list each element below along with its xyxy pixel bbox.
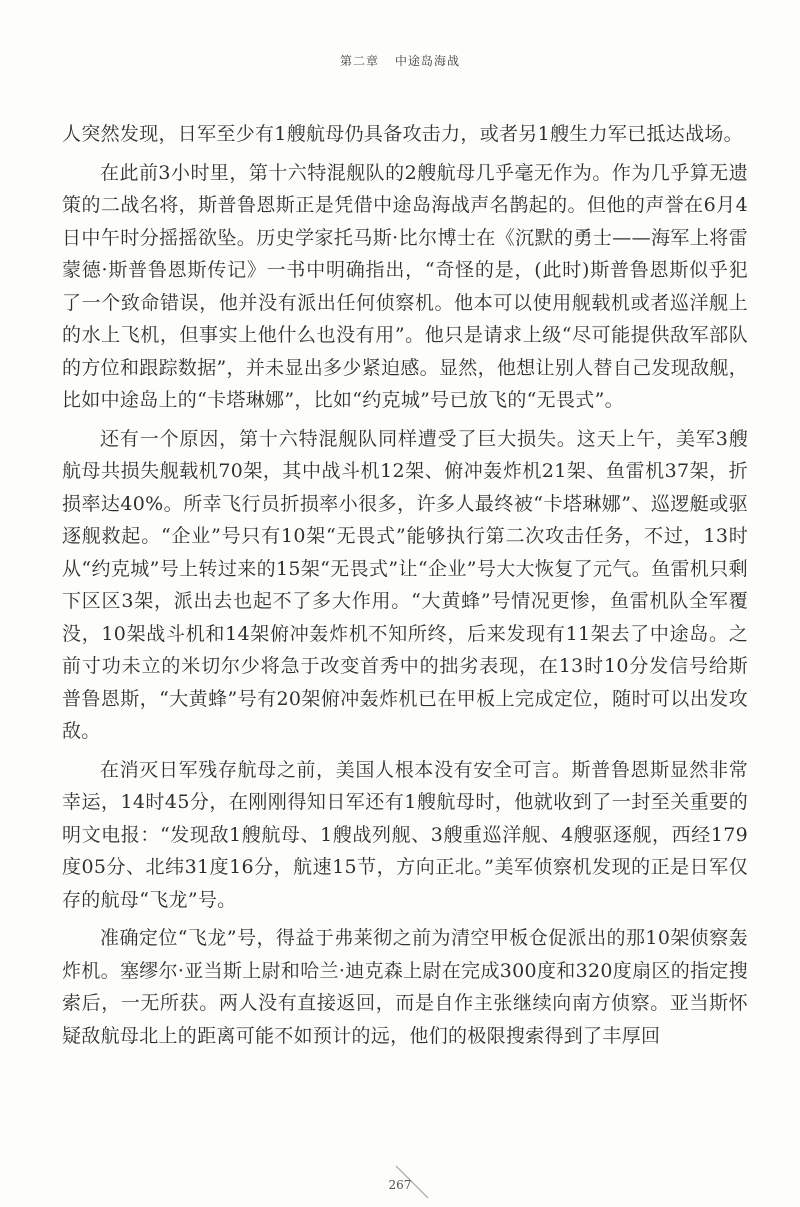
chapter-title: 中途岛海战 (395, 54, 461, 68)
paragraph-4: 在消灭日军残存航母之前，美国人根本没有安全可言。斯普鲁恩斯显然非常幸运，14时45分，在刚刚得知日军还有1艘航母时，他就收到了一封至关重要的明文电报：“发现敌1艘航母、1艘战列舰、3艘重巡洋舰、4艘驱逐舰，西经179度05分、北纬31度16分，航速15节，方向正北。”美军侦察机发现的正是日军仅存的航母“飞龙”号。 (62, 758, 748, 911)
chapter-label: 第二章 (339, 54, 379, 68)
paragraph-5: 准确定位“飞龙”号，得益于弗莱彻之前为清空甲板仓促派出的那10架侦察轰炸机。塞缪尔·亚当斯上尉和哈兰·迪克森上尉在完成300度和320度扇区的指定搜索后，一无所获。两人没有直接返回，而是自作主张继续向南方侦察。亚当斯怀疑敌航母北上的距离可能不如预计的远，他们的极限搜索得到了丰厚回 (62, 927, 748, 1047)
paragraph-2: 在此前3小时里，第十六特混舰队的2艘航母几乎毫无作为。作为几乎算无遗策的二战名将，斯普鲁恩斯正是凭借中途岛海战声名鹊起的。但他的声誉在6月4日中午时分摇摇欲坠。历史学家托马斯·比尔博士在《沉默的勇士——海军上将雷蒙德·斯普鲁恩斯传记》一书中明确指出，“奇怪的是，(此时)斯普鲁恩斯似乎犯了一个致命错误，他并没有派出任何侦察机。他本可以使用舰载机或者巡洋舰上的水上飞机，但事实上他什么也没有用”。他只是请求上级“尽可能提供敌军部队的方位和跟踪数据”，并未显出多少紧迫感。显然，他想让别人替自己发现敌舰，比如中途岛上的“卡塔琳娜”，比如“约克城”号已放飞的“无畏式”。 (62, 161, 748, 411)
paragraph-3: 还有一个原因，第十六特混舰队同样遭受了巨大损失。这天上午，美军3艘航母共损失舰载机70架，其中战斗机12架、俯冲轰炸机21架、鱼雷机37架，折损率达40%。所幸飞行员折损率小很多，许多人最终被“卡塔琳娜”、巡逻艇或驱逐舰救起。“企业”号只有10架“无畏式”能够执行第二次攻击任务，不过，13时从“约克城”号上转过来的15架“无畏式”让“企业”号大大恢复了元气。鱼雷机只剩下区区3架，派出去也起不了多大作用。“大黄蜂”号情况更惨，鱼雷机队全军覆没，10架战斗机和14架俯冲轰炸机不知所终，后来发现有11架去了中途岛。之前寸功未立的米切尔少将急于改变首秀中的拙劣表现，在13时10分发信号给斯普鲁恩斯，“大黄蜂”号有20架俯冲轰炸机已在甲板上完成定位，随时可以出发攻敌。 (62, 427, 748, 742)
page-number: 267 (388, 1178, 412, 1192)
running-head (0, 52, 800, 69)
body-text (62, 118, 748, 1058)
paragraph-1: 人突然发现，日军至少有1艘航母仍具备攻击力，或者另1艘生力军已抵达战场。 (62, 123, 743, 145)
